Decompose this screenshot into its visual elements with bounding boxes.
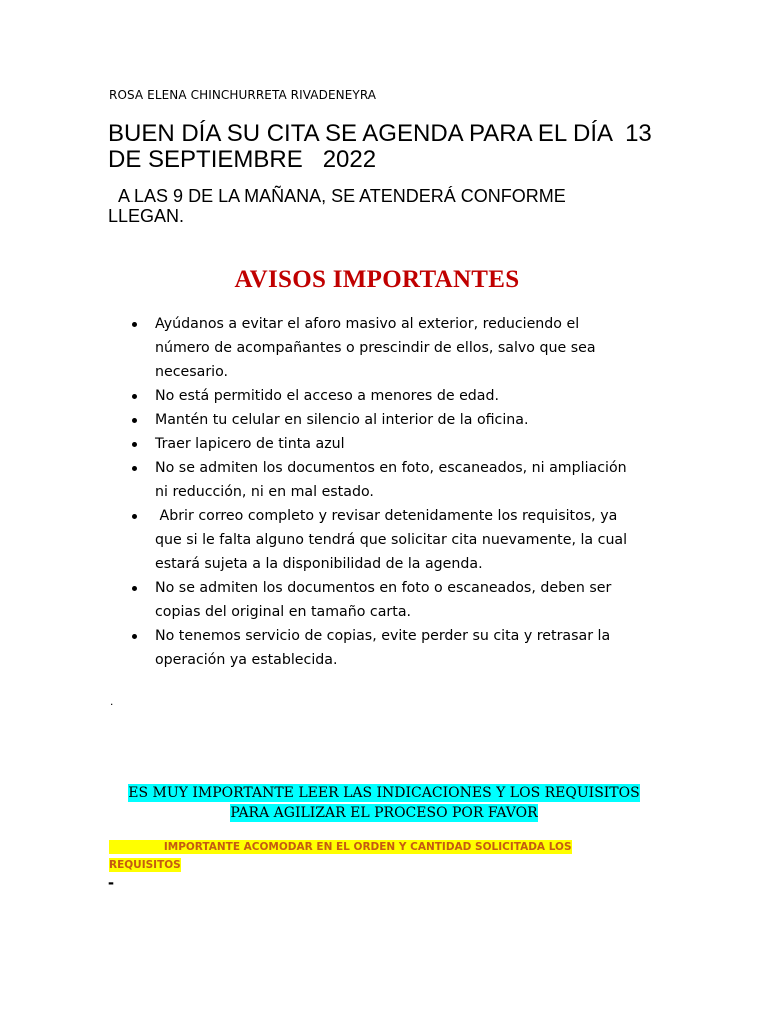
appointment-headline: BUEN DÍA SU CITA SE AGENDA PARA EL DÍA 13 DE SEPTIEMBRE 2022 bbox=[108, 120, 652, 173]
appointment-time-note: A LAS 9 DE LA MAÑANA, SE ATENDERÁ CONFORME LLEGAN. bbox=[108, 186, 566, 226]
notice-item bbox=[108, 576, 668, 624]
requirements-note-line-2: REQUISITOS bbox=[109, 859, 181, 871]
bullet-icon bbox=[132, 442, 137, 447]
notice-item bbox=[108, 456, 668, 504]
section-title: AVISOS IMPORTANTES bbox=[234, 266, 520, 293]
bullet-icon bbox=[132, 514, 137, 519]
notices-list bbox=[108, 312, 668, 672]
requirements-order-note bbox=[109, 838, 649, 874]
important-notice bbox=[0, 783, 768, 823]
notice-item bbox=[108, 624, 668, 672]
notice-item bbox=[108, 384, 668, 408]
requirements-note-line-1: IMPORTANTE ACOMODAR EN EL ORDEN Y CANTIDAD SOLICITADA LOS bbox=[109, 841, 572, 853]
notice-text: Traer lapicero de tinta azul bbox=[155, 436, 345, 452]
notice-text: Ayúdanos a evitar el aforo masivo al exterior, reduciendo el número de acompañantes o prescindir de ellos, salvo que sea necesario. bbox=[155, 316, 596, 380]
recipient-name: ROSA ELENA CHINCHURRETA RIVADENEYRA bbox=[109, 88, 377, 102]
notice-text: No se admiten los documentos en foto o escaneados, deben ser copias del original en tamaño carta. bbox=[155, 580, 612, 620]
separator-dot: . bbox=[110, 694, 114, 708]
bullet-icon bbox=[132, 394, 137, 399]
bullet-icon bbox=[132, 466, 137, 471]
notice-text: No está permitido el acceso a menores de edad. bbox=[155, 388, 500, 404]
bullet-icon bbox=[132, 322, 137, 327]
notice-text: Mantén tu celular en silencio al interior de la oficina. bbox=[155, 412, 529, 428]
important-line-1: ES MUY IMPORTANTE LEER LAS INDICACIONES Y LOS REQUISITOS bbox=[128, 785, 640, 801]
bullet-icon bbox=[132, 634, 137, 639]
bullet-icon bbox=[132, 586, 137, 591]
trailing-dash: - bbox=[108, 872, 114, 892]
notice-item bbox=[108, 312, 668, 384]
notice-item bbox=[108, 432, 668, 456]
notice-item bbox=[108, 408, 668, 432]
notice-text: Abrir correo completo y revisar detenidamente los requisitos, ya que si le falta alguno tendrá que solicitar cita nuevamente, la cual estará sujeta a la disponibilidad de la agenda. bbox=[155, 508, 628, 572]
notice-item bbox=[108, 504, 668, 576]
notice-text: No tenemos servicio de copias, evite perder su cita y retrasar la operación ya establecida. bbox=[155, 628, 611, 668]
bullet-icon bbox=[132, 418, 137, 423]
notice-text: No se admiten los documentos en foto, escaneados, ni ampliación ni reducción, ni en mal estado. bbox=[155, 460, 627, 500]
important-line-2: PARA AGILIZAR EL PROCESO POR FAVOR bbox=[230, 805, 538, 821]
